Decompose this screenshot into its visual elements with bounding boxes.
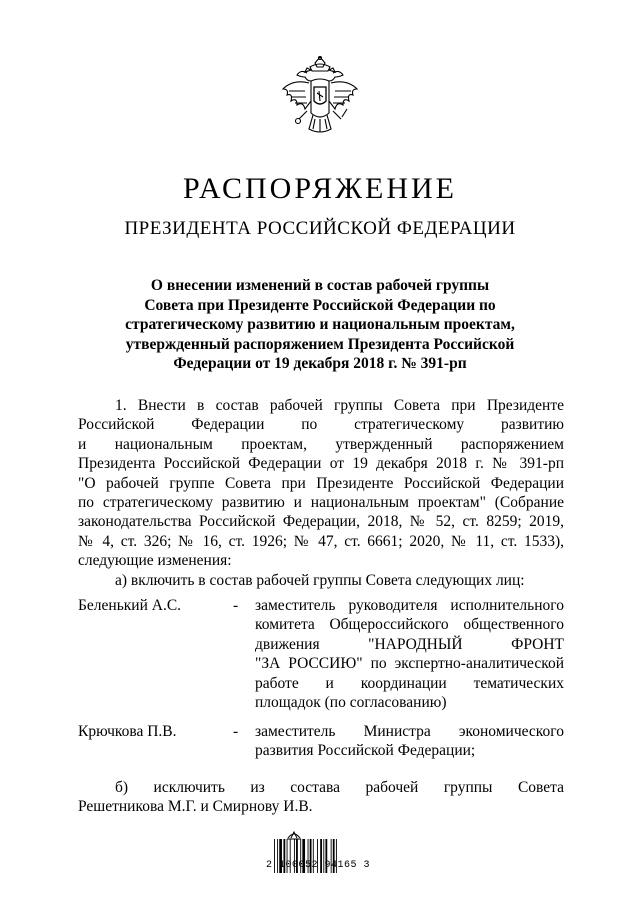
- description-line: комитета Общероссийского общественного: [255, 616, 564, 634]
- description-line: заместитель руководителя исполнительного: [255, 597, 564, 614]
- item-b-line: б) исключить из состава рабочей группы Совета: [115, 779, 564, 796]
- description-line: движения "НАРОДНЫЙ ФРОНТ: [255, 635, 564, 653]
- document-heading: [90, 276, 550, 374]
- item-a-line: а) включить в состав рабочей группы Совета следующих лиц:: [115, 572, 525, 589]
- paragraph-line: по стратегическому развитию и национальным проектам" (Собрание: [78, 493, 564, 511]
- item-b-line: Решетникова М.Г. и Смирнову И.В.: [78, 798, 313, 816]
- paragraph-line: "О рабочей группе Совета при Президенте Российской Федерации: [78, 474, 564, 492]
- paragraph-line: следующие изменения:: [78, 552, 232, 570]
- person-dash: -: [233, 597, 239, 614]
- person-name: Крючкова П.В.: [78, 723, 177, 740]
- person-description: [255, 722, 564, 761]
- heading-line: Федерации от 19 декабря 2018 г. № 391-рп: [173, 355, 467, 372]
- heading-line: Совета при Президенте Российской Федерации по: [144, 296, 496, 314]
- document-title: РАСПОРЯЖЕНИЕ: [182, 172, 458, 205]
- description-line: заместитель Министра экономического: [255, 723, 564, 740]
- description-line: "ЗА РОССИЮ" по экспертно-аналитической: [255, 655, 564, 673]
- paragraph-line: и национальным проектам, утвержденный распоряжением: [78, 435, 564, 453]
- description-line: развития Российской Федерации;: [255, 742, 476, 760]
- coat-of-arms-icon: [279, 55, 361, 141]
- paragraph-1: [78, 396, 564, 571]
- heading-line: стратегическому развитию и национальным проектам,: [125, 316, 515, 333]
- barcode-number-text: 2 100052 94165 3: [265, 860, 370, 871]
- item-b: [78, 778, 564, 817]
- heading-line: О внесении изменений в состав рабочей группы: [150, 277, 490, 294]
- person-description: [255, 596, 564, 712]
- paragraph-line: Президента Российской Федерации от 19 декабря 2018 г. № 391-рп: [78, 455, 564, 473]
- paragraph-line: 1. Внести в состав рабочей группы Совета при Президенте: [115, 397, 564, 414]
- paragraph-line: № 4, ст. 326; № 16, ст. 1926; № 47, ст. 6661; 2020, № 11, ст. 1533),: [78, 532, 564, 550]
- item-a: [115, 571, 564, 590]
- paragraph-line: Российской Федерации по стратегическому развитию: [78, 416, 564, 434]
- barcode-number: [0, 860, 640, 871]
- description-line: площадок (по согласованию): [255, 693, 447, 711]
- person-dash: -: [233, 723, 239, 740]
- heading-line: утвержденный распоряжением Президента Российской: [125, 335, 515, 353]
- description-line: работе и координации тематических: [255, 674, 564, 692]
- document-subtitle: ПРЕЗИДЕНТА РОССИЙСКОЙ ФЕДЕРАЦИИ: [124, 218, 516, 239]
- person-name: Беленький А.С.: [78, 597, 182, 614]
- paragraph-line: законодательства Российской Федерации, 2018, № 52, ст. 8259; 2019,: [78, 513, 564, 531]
